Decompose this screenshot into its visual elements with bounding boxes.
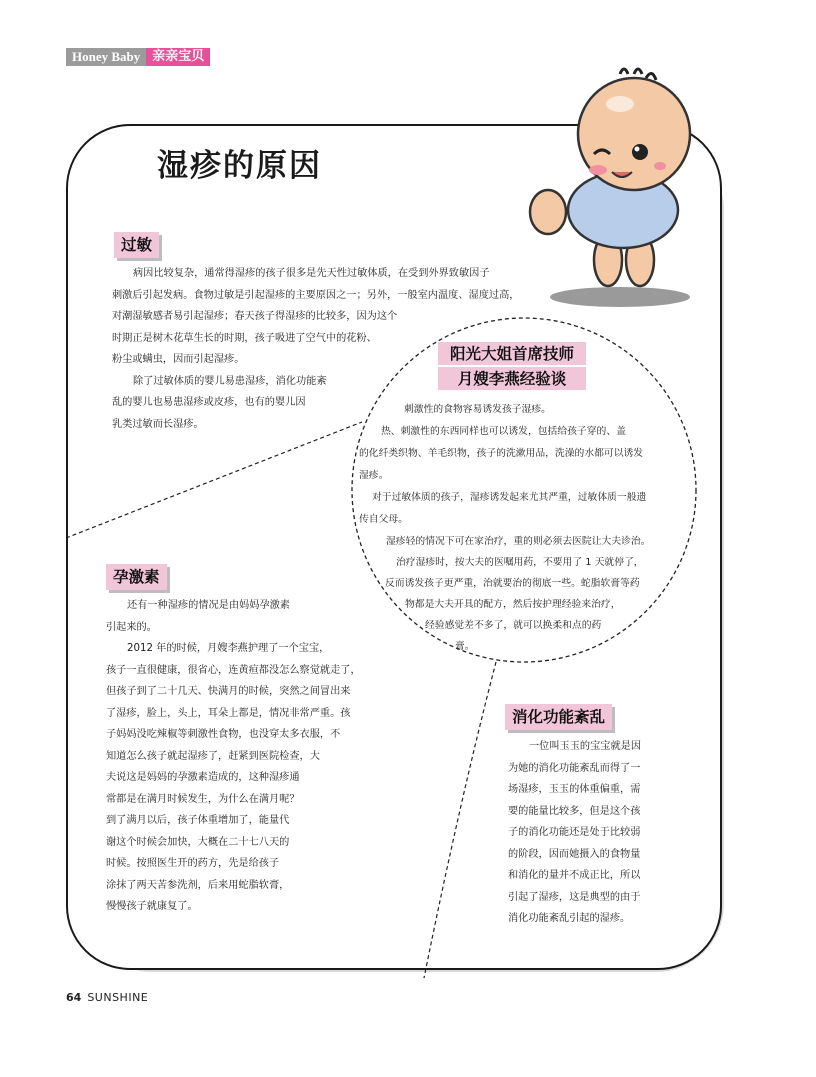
baby-illustration: [528, 62, 698, 307]
hormone-line: 谢这个时候会加快，大概在二十七八天的: [106, 836, 290, 848]
hormone-line: 了湿疹，脸上，头上，耳朵上都是，情况非常严重。孩: [106, 707, 351, 719]
hormone-heading: 孕激素: [106, 564, 167, 590]
digestion-line: 引起了湿疹，这是典型的由于: [508, 891, 641, 903]
expert-heading-line1: 阳光大姐首席技师: [438, 342, 586, 365]
header-english: Honey Baby: [66, 48, 146, 66]
hormone-line: 夫说这是妈妈的孕激素造成的，这种湿疹通: [106, 772, 300, 783]
hormone-line: 时候。按照医生开的药方，先是给孩子: [106, 858, 280, 869]
digestion-line: 要的能量比较多，但是这个孩: [508, 805, 641, 817]
expert-line: 对于过敏体质的孩子，湿疹诱发起来尤其严重，过敏体质一般遗: [372, 492, 647, 503]
digestion-line: 消化功能紊乱引起的湿疹。: [508, 913, 631, 924]
allergy-line: 除了过敏体质的婴儿易患湿疹，消化功能紊: [133, 375, 327, 387]
expert-line: 反而诱发孩子更严重，治就要治的彻底一些。蛇脂软膏等药: [385, 578, 640, 589]
digestion-heading: 消化功能紊乱: [505, 704, 612, 730]
allergy-line: 刺激后引起发病。食物过敏是引起湿疹的主要原因之一；另外，一般室内温度、湿度过高，: [112, 289, 520, 301]
hormone-line: 慢慢孩子就康复了。: [106, 901, 198, 912]
allergy-line: 乳类过敏而长湿疹。: [112, 418, 204, 430]
hormone-line: 子妈妈没吃辣椒等刺激性食物，也没穿太多衣服，不: [106, 729, 341, 740]
hormone-line: 知道怎么孩子就起湿疹了，赶紧到医院检查，大: [106, 750, 320, 762]
expert-line: 刺激性的食物容易诱发孩子湿疹。: [404, 404, 551, 415]
expert-heading: [438, 342, 586, 392]
allergy-line: 病因比较复杂，通常得湿疹的孩子很多是先天性过敏体质，在受到外界致敏因子: [133, 268, 490, 279]
digestion-line: 的阶段，因而她摄入的食物量: [508, 848, 641, 860]
page-title: 湿疹的原因: [157, 148, 322, 184]
expert-line: 热、刺激性的东西同样也可以诱发，包括给孩子穿的、盖: [381, 426, 626, 437]
allergy-line: 乱的婴儿也易患湿疹或皮疹，也有的婴儿因: [112, 397, 306, 408]
magazine-name: SUNSHINE: [87, 991, 149, 1004]
hormone-line: 但孩子到了二十几天、快满月的时候，突然之间冒出来: [106, 686, 351, 697]
allergy-line: 时期正是树木花草生长的时期，孩子吸进了空气中的花粉、: [112, 332, 377, 344]
page-number: 64: [66, 991, 82, 1004]
expert-line: 传自父母。: [359, 514, 408, 525]
expert-line: 经验感觉差不多了，就可以换柔和点的药: [425, 620, 602, 631]
hormone-line: 引起来的。: [106, 621, 157, 633]
hormone-line: 孩子一直很健康，很省心，连黄疸都没怎么察觉就走了，: [106, 664, 361, 676]
allergy-line: 对潮湿敏感者易引起湿疹；春天孩子得湿疹的比较多，因为这个: [112, 311, 398, 322]
expert-line: 湿疹轻的情况下可在家治疗，重的则必须去医院让大夫诊治。: [386, 536, 651, 547]
header-chinese: 亲亲宝贝: [146, 48, 210, 66]
digestion-line: 子的消化功能还是处于比较弱: [508, 827, 641, 838]
expert-line: 治疗湿疹时，按大夫的医嘱用药，不要用了 1 天就停了，: [396, 557, 644, 568]
page-footer: [66, 991, 148, 1004]
hormone-line: 涂抹了两天苦参洗剂，后来用蛇脂软膏，: [106, 879, 290, 891]
allergy-heading: 过敏: [114, 232, 159, 258]
hormone-line: 常都是在满月时候发生，为什么在满月呢？: [106, 793, 300, 805]
allergy-line: 粉尘或螨虫，因而引起湿疹。: [112, 354, 245, 365]
digestion-text: [508, 736, 678, 930]
expert-line: 膏。: [455, 641, 475, 652]
hormone-line: 还有一种湿疹的情况是由妈妈孕激素: [127, 600, 290, 611]
digestion-line: 为她的消化功能紊乱而得了一: [508, 762, 641, 774]
expert-line: 物都是大夫开具的配方，然后按护理经验来治疗，: [405, 599, 621, 610]
digestion-line: 一位叫玉玉的宝宝就是因: [529, 741, 642, 752]
expert-heading-line2: 月嫂李燕经验谈: [438, 367, 586, 390]
hormone-text: [106, 595, 406, 918]
hormone-line: 到了满月以后，孩子体重增加了，能量代: [106, 815, 290, 826]
hormone-line: 2012 年的时候，月嫂李燕护理了一个宝宝，: [127, 643, 330, 654]
expert-line: 的化纤类织物、羊毛织物，孩子的洗漱用品，洗澡的水都可以诱发: [359, 448, 644, 459]
digestion-line: 场湿疹，玉玉的体重偏重，需: [508, 784, 641, 795]
digestion-line: 和消化的量并不成正比，所以: [508, 870, 641, 881]
expert-line: 湿疹。: [359, 470, 389, 481]
